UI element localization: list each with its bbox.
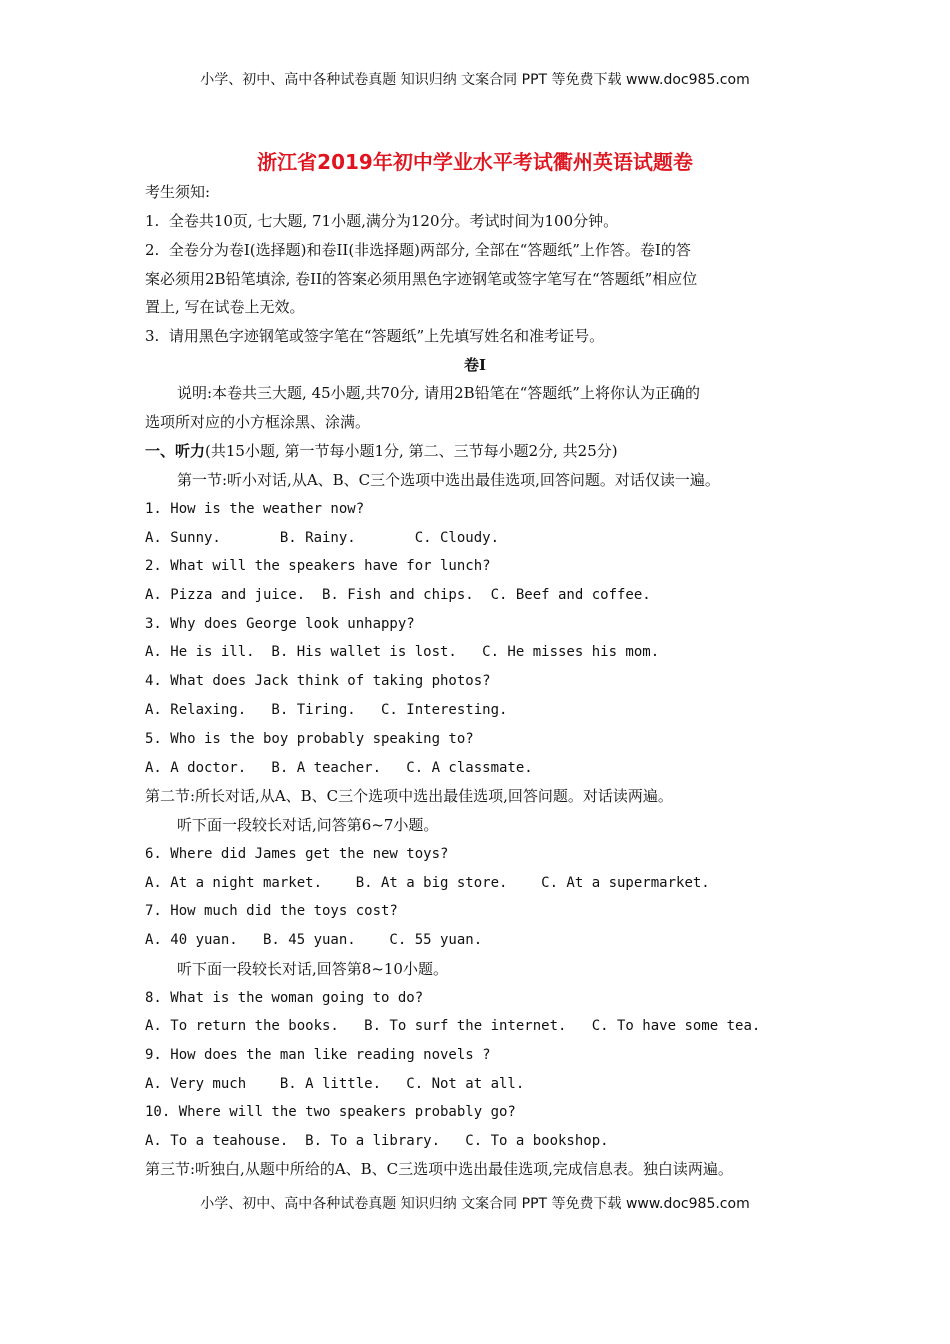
- question: 8. What is the woman going to do?: [145, 990, 424, 1006]
- section-heading-title: 一、听力: [145, 442, 206, 460]
- question: 5. Who is the boy probably speaking to?: [145, 731, 474, 747]
- question: 10. Where will the two speakers probably go?: [145, 1104, 516, 1120]
- section-heading-detail: (共15小题, 第一节每小题1分, 第二、三节每小题2分, 共25分): [205, 442, 618, 460]
- page-footer: 小学、初中、高中各种试卷真题 知识归纳 文案合同 PPT 等免费下载 www.doc985.com: [200, 1196, 750, 1212]
- options: A. Relaxing. B. Tiring. C. Interesting.: [145, 702, 508, 718]
- section-heading: [145, 441, 618, 461]
- options: A. Sunny. B. Rainy. C. Cloudy.: [145, 530, 500, 546]
- question: 9. How does the man like reading novels ?: [145, 1047, 491, 1063]
- part-2-instruction: 第二节:所长对话,从A、B、C三个选项中选出最佳选项,回答问题。对话读两遍。: [145, 787, 673, 805]
- options: A. He is ill. B. His wallet is lost. C. He misses his mom.: [145, 644, 660, 660]
- page-header: 小学、初中、高中各种试卷真题 知识归纳 文案合同 PPT 等免费下载 www.doc985.com: [200, 72, 750, 88]
- options: A. A doctor. B. A teacher. C. A classmate.: [145, 760, 533, 776]
- notice-item-2-cont: 置上, 写在试卷上无效。: [145, 298, 305, 316]
- notice-heading: 考生须知:: [145, 183, 211, 201]
- options: A. Very much B. A little. C. Not at all.: [145, 1076, 525, 1092]
- dialogue-intro: 听下面一段较长对话,回答第8~10小题。: [177, 960, 448, 978]
- options: A. Pizza and juice. B. Fish and chips. C. Beef and coffee.: [145, 587, 651, 603]
- notice-item-2-cont: 案必须用2B铅笔填涂, 卷II的答案必须用黑色字迹钢笔或签字笔写在“答题纸”相应位: [145, 270, 698, 288]
- part-3-instruction: 第三节:听独白,从题中所给的A、B、C三选项中选出最佳选项,完成信息表。独白读两遍。: [145, 1160, 733, 1178]
- question: 4. What does Jack think of taking photos?: [145, 673, 491, 689]
- notice-item-3: 3. 请用黑色字迹钢笔或签字笔在“答题纸”上先填写姓名和准考证号。: [145, 327, 605, 345]
- options: A. At a night market. B. At a big store. C. At a supermarket.: [145, 875, 710, 891]
- question: 6. Where did James get the new toys?: [145, 846, 449, 862]
- options: A. 40 yuan. B. 45 yuan. C. 55 yuan.: [145, 932, 483, 948]
- question: 2. What will the speakers have for lunch?: [145, 558, 491, 574]
- options: A. To return the books. B. To surf the internet. C. To have some tea.: [145, 1018, 761, 1034]
- question: 3. Why does George look unhappy?: [145, 616, 415, 632]
- part-1-instruction: 第一节:听小对话,从A、B、C三个选项中选出最佳选项,回答问题。对话仅读一遍。: [177, 471, 720, 489]
- exam-title: 浙江省2019年初中学业水平考试衢州英语试题卷: [257, 150, 693, 174]
- notice-item-1: 1. 全卷共10页, 七大题, 71小题,满分为120分。考试时间为100分钟。: [145, 212, 619, 230]
- dialogue-intro: 听下面一段较长对话,问答第6~7小题。: [177, 816, 439, 834]
- volume-explain-cont: 选项所对应的小方框涂黑、涂满。: [145, 413, 371, 431]
- notice-item-2: 2. 全卷分为卷I(选择题)和卷II(非选择题)两部分, 全部在“答题纸”上作答。卷I的答: [145, 241, 691, 259]
- question: 1. How is the weather now?: [145, 501, 365, 517]
- volume-explain: 说明:本卷共三大题, 45小题,共70分, 请用2B铅笔在“答题纸”上将你认为正确的: [177, 384, 700, 402]
- question: 7. How much did the toys cost?: [145, 903, 398, 919]
- options: A. To a teahouse. B. To a library. C. To a bookshop.: [145, 1133, 609, 1149]
- volume-heading: 卷I: [463, 356, 487, 374]
